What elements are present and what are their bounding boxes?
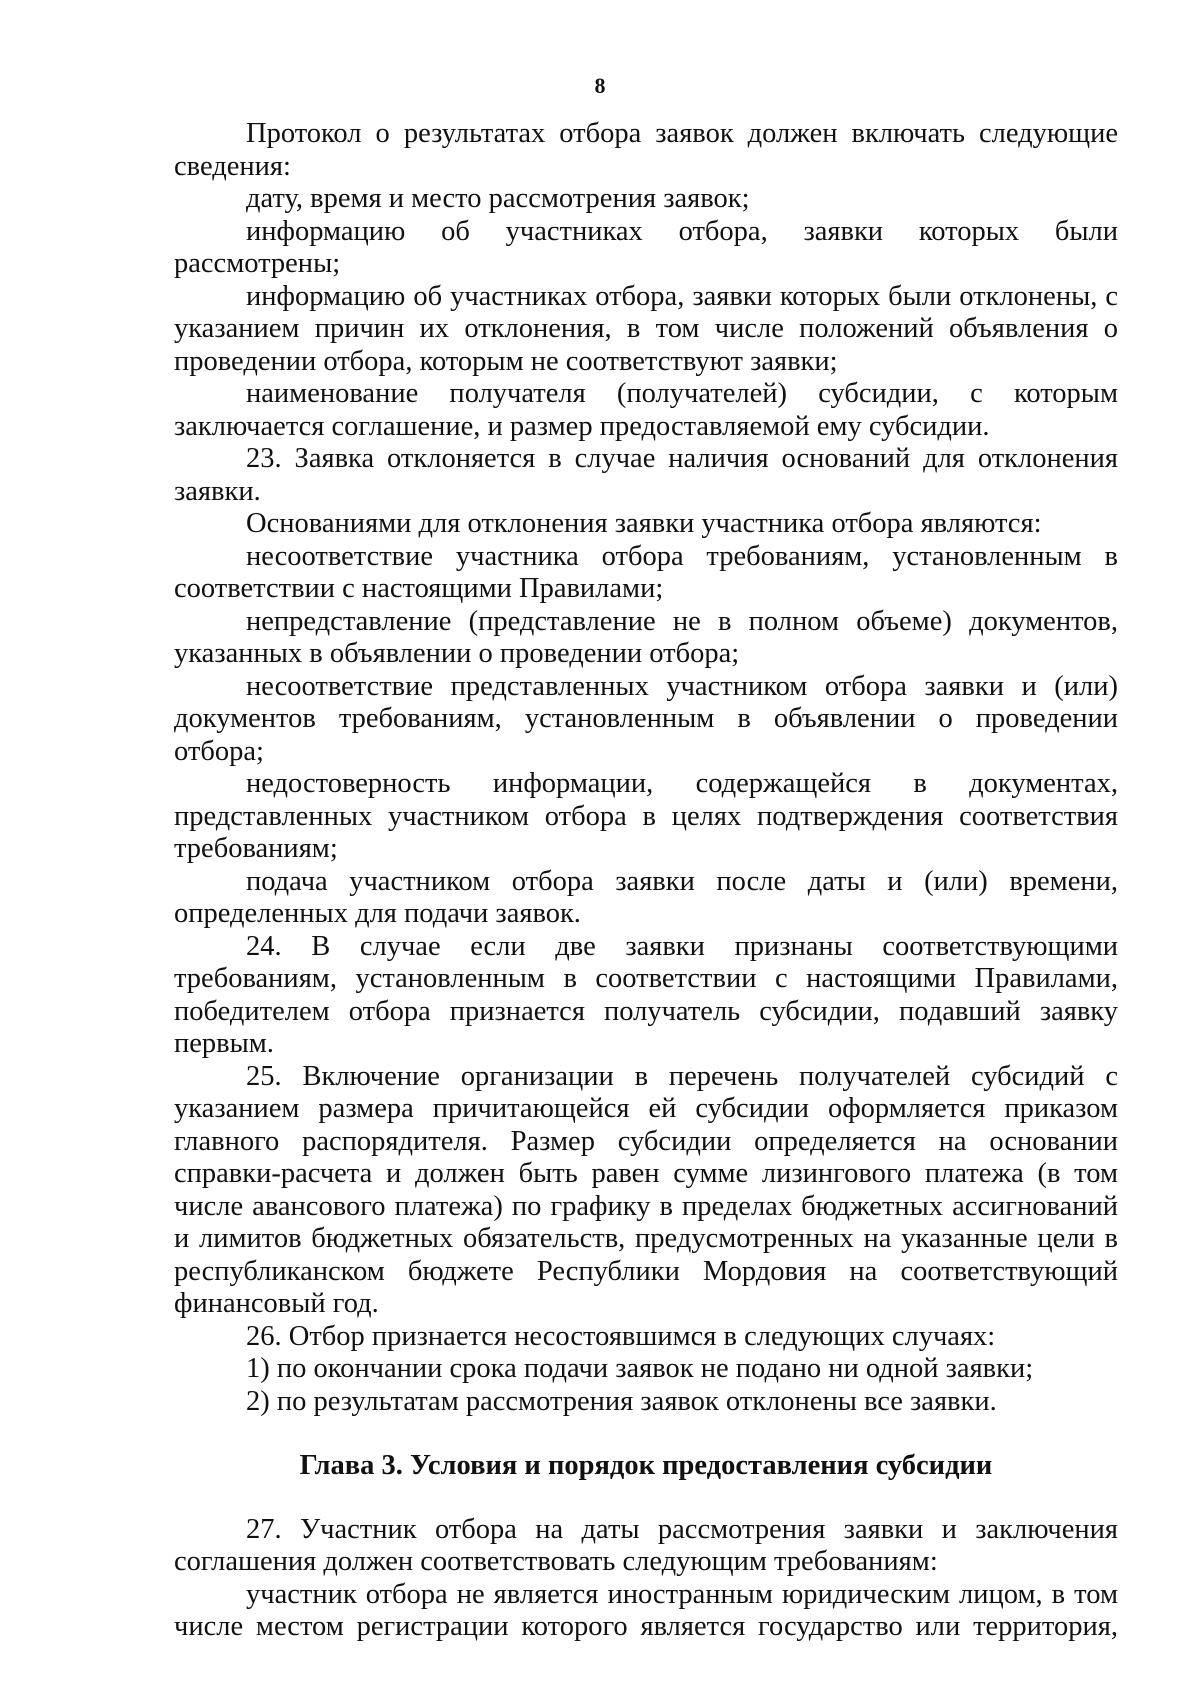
paragraph-ground-docs-mismatch: несоответствие представленных участником отбора заявки и (или) документов требованиям, установленным в объявлении о проведении отбора; [174, 670, 1118, 767]
paragraph-protocol-intro: Протокол о результатах отбора заявок должен включать следующие сведения: [174, 118, 1118, 182]
paragraph-rejection-grounds: Основаниями для отклонения заявки участника отбора являются: [246, 508, 1042, 539]
paragraph-clause-26-item-2: 2) по результатам рассмотрения заявок отклонены все заявки. [246, 1385, 997, 1417]
paragraph-protocol-date: дату, время и место рассмотрения заявок; [246, 183, 750, 214]
paragraph-ground-late-submission: подача участником отбора заявки после даты и (или) времени, определенных для подачи заявок. [174, 865, 1118, 929]
paragraph-protocol-rejected: информацию об участниках отбора, заявки которых были отклонены, с указанием причин их отклонения, в том числе положений объявления о проведении отбора, которым не соответствуют заявки; [174, 280, 1118, 377]
page-number: 8 [594, 73, 606, 98]
chapter-heading: Глава 3. Условия и порядок предоставления субсидии [299, 1450, 993, 1481]
paragraph-clause-26-item-1: 1) по окончании срока подачи заявок не подано ни одной заявки; [246, 1353, 1034, 1384]
paragraph-protocol-recipient: наименование получателя (получателей) субсидии, с которым заключается соглашение, и размер предоставляемой ему субсидии. [174, 378, 1118, 442]
paragraph-requirement-foreign-entity: участник отбора не является иностранным юридическим лицом, в том числе местом регистрации которого является государство или территория, [174, 1578, 1118, 1642]
paragraph-clause-26: 26. Отбор признается несостоявшимся в следующих случаях: [246, 1320, 996, 1352]
paragraph-protocol-reviewed: информацию об участниках отбора, заявки которых были рассмотрены; [174, 215, 1118, 279]
paragraph-ground-noncompliance: несоответствие участника отбора требованиям, установленным в соответствии с настоящими Правилами; [174, 540, 1118, 604]
paragraph-clause-24: 24. В случае если две заявки признаны соответствующими требованиям, установленным в соответствии с настоящими Правилами, победителем отбора признается получатель субсидии, подавший заявку первым. [174, 930, 1118, 1059]
paragraph-clause-23: 23. Заявка отклоняется в случае наличия оснований для отклонения заявки. [174, 443, 1118, 507]
paragraph-ground-missing-docs: непредставление (представление не в полном объеме) документов, указанных в объявлении о проведении отбора; [174, 605, 1118, 669]
paragraph-ground-unreliable-info: недостоверность информации, содержащейся в документах, представленных участником отбора в целях подтверждения соответствия требованиям; [174, 768, 1118, 864]
document-body [174, 118, 1118, 1644]
paragraph-clause-27: 27. Участник отбора на даты рассмотрения заявки и заключения соглашения должен соответствовать следующим требованиям: [174, 1513, 1118, 1577]
paragraph-clause-25: 25. Включение организации в перечень получателей субсидий с указанием размера причитающейся ей субсидии оформляется приказом главного распорядителя. Размер субсидии определяется на основании справки-расчета и должен быть равен сумме лизингового платежа (в том числе авансового платежа) по графику в пределах бюджетных ассигнований и лимитов бюджетных обязательств, предусмотренных на указанные цели в республиканском бюджете Республики Мордовия на соответствующий финансовый год. [174, 1060, 1118, 1319]
